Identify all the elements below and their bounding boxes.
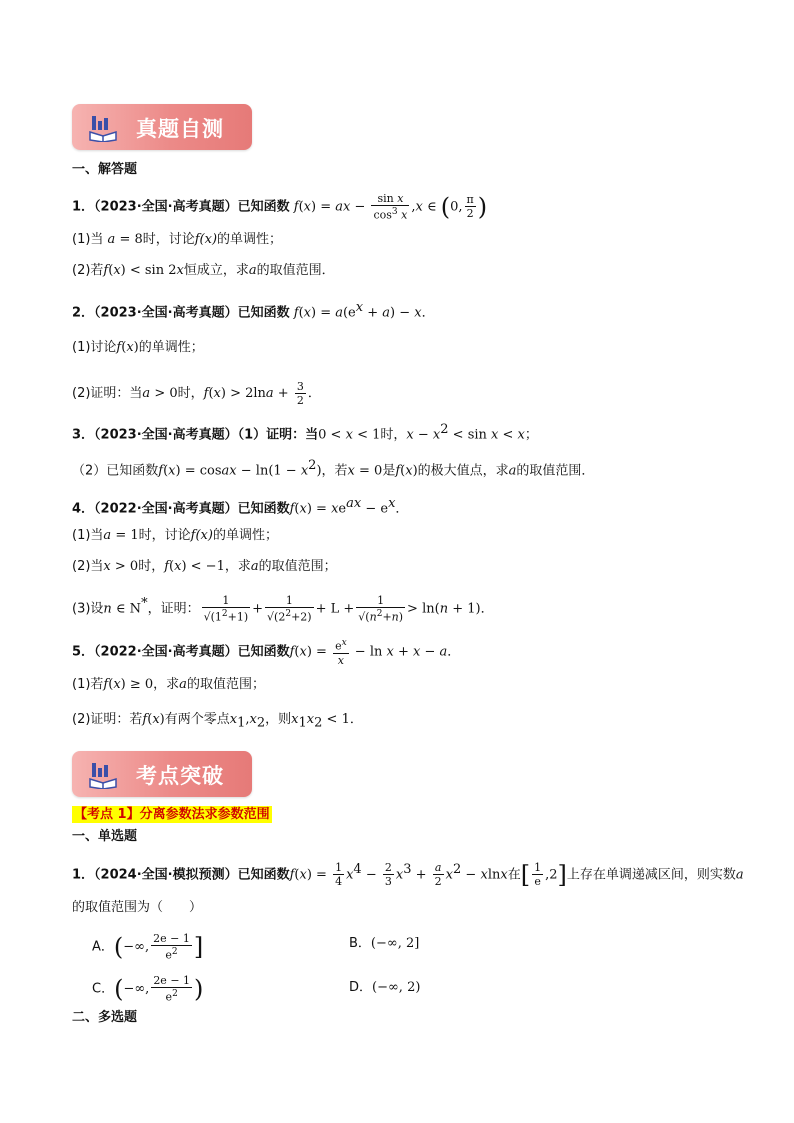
q5-part2: (2)证明：若f(x)有两个零点$x_1,x_2$，则$x_1x_2 < 1$．: [72, 712, 363, 731]
q1-part1: (1)当 a = 8时，讨论f(x)的单调性；: [72, 232, 283, 247]
option-a[interactable]: A．(−∞, $\frac{2e - 1}{e^2}$ ]: [92, 932, 204, 962]
q3-part2: （2）已知函数f(x) = cosax − $\ln(1 - x^2)$，若x = 0是f(x)的极大值点，求a的取值范围．: [72, 458, 595, 479]
question-2: 2．（2023·全国·高考真题）已知函数 $f(x) = a(e^x + a) - x$．: [72, 300, 435, 321]
section-title: 真题自测: [136, 117, 224, 141]
kaodian-tag-text: 【考点 1】分离参数法求参数范围: [74, 807, 270, 822]
mc-question-1: 1．（2024·全国·模拟预测）已知函数f(x) = $\frac{1}{4}$ $x^4$ − $\frac{2}{3}$ $x^3$ + $\frac{a}{2}$ $x^2 - xlnx$在[ $\frac{1}{e}$ ,2]上存在单调递减区间，则实数a: [72, 860, 744, 889]
q4-part3: (3)设n ∈ N*，证明： $\frac{1}{√(1^2+1)}$ + $\frac{1}{√(2^2+2)}$ + L + $\frac{1}{√(n^2+n)}$ > ln(n + 1)．: [72, 594, 494, 624]
section-banner-kaodian: [72, 751, 252, 797]
option-b[interactable]: B．(−∞, 2]: [349, 936, 420, 951]
option-c[interactable]: C．(−∞, $\frac{2e - 1}{e^2}$ ): [92, 974, 204, 1004]
section-banner-zhenti: [72, 104, 252, 150]
book-chart-icon: [88, 112, 118, 142]
question-1: 1．（2023·全国·高考真题）已知函数 f(x) = ax − $\frac{\text{sin x}}{\cos^3 x}$ ,x ∈ (0, $\frac{\pi}{2}$ ): [72, 192, 488, 222]
question-3: 3．（2023·全国·高考真题）（1）证明：当0 < x < 1时，$x - x^2 < \sin x < x$；: [72, 422, 538, 443]
answer-section-label: 一、解答题: [72, 162, 138, 177]
q2-part2: (2)证明：当a > 0时，f(x) > 2lna + $\frac{3}{2}$ ．: [72, 380, 321, 407]
option-d[interactable]: D．(−∞, 2): [349, 980, 421, 995]
mc-question-1-line2: 的取值范围为（ ）: [72, 900, 203, 915]
multi-choice-label: 二、多选题: [72, 1010, 138, 1025]
question-5: 5．（2022·全国·高考真题）已知函数f(x) = $\frac{e^x}{x}$ − ln x + x − a．: [72, 638, 461, 667]
q4-part1: (1)当a = 1时，讨论f(x)的单调性；: [72, 528, 278, 543]
q1-prefix: 1．（2023·全国·高考真题）已知函数: [72, 199, 290, 215]
q4-part2: (2)当x > 0时，f(x) < −1，求a的取值范围；: [72, 559, 337, 574]
q2-part1: (1)讨论f(x)的单调性；: [72, 340, 204, 355]
book-chart-icon: [88, 759, 118, 789]
question-4: 4．（2022·全国·高考真题）已知函数$f(x) = xe^{ax} - e^x$．: [72, 496, 409, 517]
single-choice-label: 一、单选题: [72, 829, 138, 844]
section-title: 考点突破: [136, 764, 224, 788]
kaodian-tag: [72, 805, 272, 825]
q5-part1: (1)若f(x) ≥ 0，求a的取值范围；: [72, 677, 265, 692]
q1-part2: (2)若f(x) < sin 2x恒成立，求a的取值范围．: [72, 263, 335, 278]
